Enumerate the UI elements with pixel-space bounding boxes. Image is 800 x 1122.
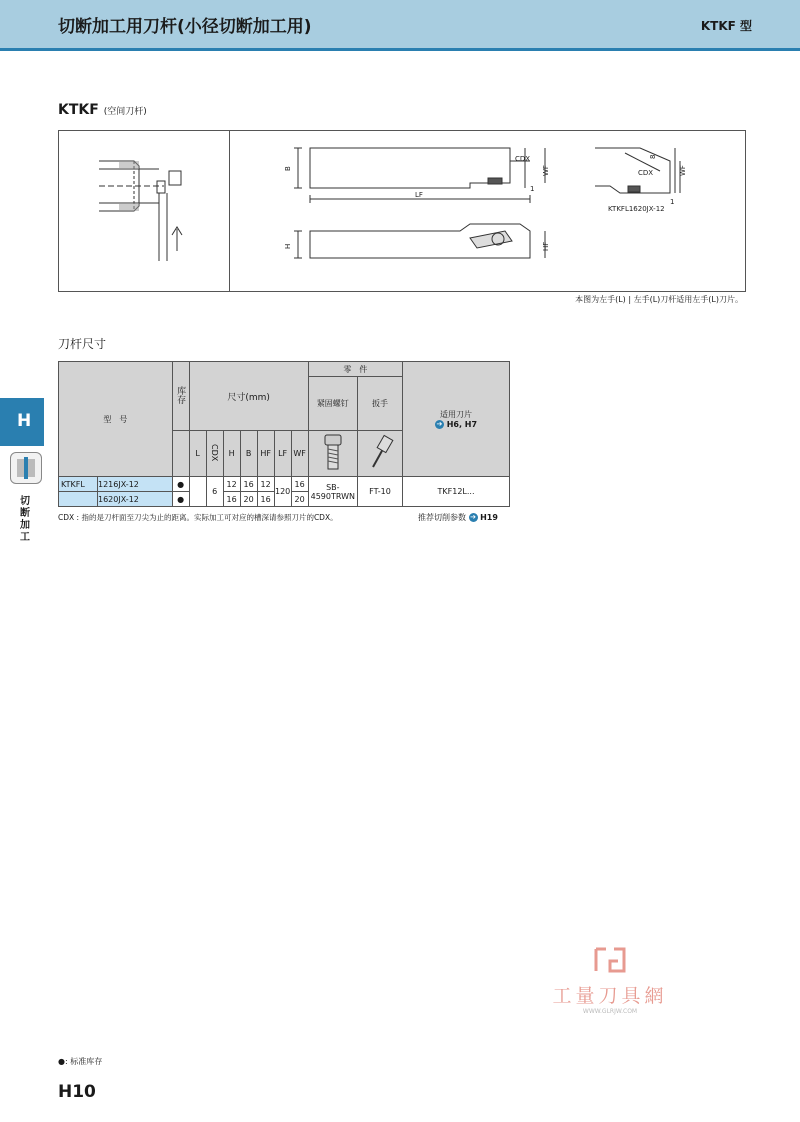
- label-b2: 8: [649, 154, 657, 159]
- hf-cell: 12: [257, 477, 274, 492]
- series-blank: [59, 492, 98, 507]
- section-title: [58, 102, 147, 118]
- section-name: KTKF: [58, 102, 99, 118]
- watermark-url: WWW.GLRJW.COM: [582, 1008, 638, 1015]
- dimension-header: 尺寸(mm): [189, 362, 308, 431]
- l-cell: [189, 477, 206, 507]
- screw-image: [308, 431, 357, 477]
- insert-cell: TKF12L...: [403, 477, 510, 507]
- tool-drawing: [230, 131, 744, 289]
- col-h: H: [223, 431, 240, 477]
- chapter-letter: H: [17, 411, 32, 431]
- insert-header: [403, 362, 510, 477]
- parts-header: 零 件: [308, 362, 402, 377]
- lf-cell: 120: [274, 477, 291, 507]
- stock-cell: ●: [172, 492, 189, 507]
- insert-ref[interactable]: H6, H7: [446, 420, 478, 429]
- arrow-icon: ➔: [436, 420, 443, 428]
- watermark-logo-icon: [590, 945, 630, 975]
- drawing-caption: KTKFL1620JX-12: [608, 205, 665, 213]
- b-cell: 20: [240, 492, 257, 507]
- stock-header-text: 库存: [175, 385, 186, 404]
- model-cell: 1620JX-12: [98, 492, 173, 507]
- col-lf: LF: [274, 431, 291, 477]
- model-header: 型 号: [59, 362, 173, 477]
- model-cell: 1216JX-12: [98, 477, 173, 492]
- cutting-params-ref[interactable]: [418, 512, 498, 523]
- b-cell: 16: [240, 477, 257, 492]
- label-one2: 1: [670, 198, 675, 206]
- h-cell: 12: [223, 477, 240, 492]
- cdx-note: CDX : 指的是刀杆面至刀尖为止的距离。实际加工可对应的槽深请参照刀片的CDX。: [58, 513, 338, 522]
- stock-legend: ●: 标准库存: [58, 1057, 103, 1066]
- screw-cell: SB-4590TRWN: [308, 477, 357, 507]
- col-cdx: [206, 431, 223, 477]
- page-number: H10: [58, 1082, 96, 1102]
- col-cdx-text: CDX: [210, 443, 220, 462]
- hf-cell: 16: [257, 492, 274, 507]
- arrow-icon: ➔: [470, 513, 476, 521]
- product-type: KTKF 型: [700, 19, 752, 33]
- col-l: L: [189, 431, 206, 477]
- cutoff-icon: [10, 452, 42, 484]
- wrench-image: [358, 431, 403, 477]
- section-subtitle: (空间刀杆): [103, 107, 147, 117]
- spec-table: [58, 361, 510, 507]
- cdx-cell: 6: [206, 477, 223, 507]
- screw-header: 紧固螺钉: [308, 377, 357, 431]
- label-b: B: [284, 166, 292, 171]
- watermark-name: 工量刀具網: [552, 985, 668, 1007]
- wrench-header: 扳手: [358, 377, 403, 431]
- application-sketch: [59, 131, 229, 289]
- stock-cell: ●: [172, 477, 189, 492]
- label-cdx: CDX: [515, 155, 531, 163]
- stock-sub: [172, 431, 189, 477]
- stock-header: [172, 362, 189, 431]
- label-hf: HF: [542, 241, 550, 251]
- chapter-tab: [0, 398, 44, 446]
- label-lf: LF: [415, 191, 423, 199]
- table-title: 刀杆尺寸: [58, 337, 107, 351]
- insert-header-text: 适用刀片: [440, 410, 472, 419]
- label-wf2: WF: [679, 165, 687, 176]
- label-wf: WF: [542, 165, 550, 176]
- col-b: B: [240, 431, 257, 477]
- label-one: 1: [530, 185, 535, 193]
- diagram-caption: 本图为左手(L) | 左手(L)刀杆适用左手(L)刀片。: [575, 295, 743, 304]
- col-wf: WF: [291, 431, 308, 477]
- label-cdx2: CDX: [638, 169, 654, 177]
- ref-page[interactable]: H19: [480, 513, 498, 522]
- wf-cell: 16: [291, 477, 308, 492]
- label-h: H: [284, 243, 292, 249]
- wf-cell: 20: [291, 492, 308, 507]
- h-cell: 16: [223, 492, 240, 507]
- screw-icon: [318, 433, 348, 473]
- wrench-cell: FT-10: [358, 477, 403, 507]
- page-title: 切断加工用刀杆(小径切断加工用): [58, 17, 312, 37]
- wrench-icon: [365, 433, 395, 473]
- chapter-label: 切断加工: [20, 496, 30, 543]
- page-header: [0, 0, 800, 51]
- series-name: KTKFL: [59, 477, 98, 492]
- col-hf: HF: [257, 431, 274, 477]
- ref-label: 推荐切削参数: [418, 513, 466, 522]
- watermark: [540, 945, 680, 1015]
